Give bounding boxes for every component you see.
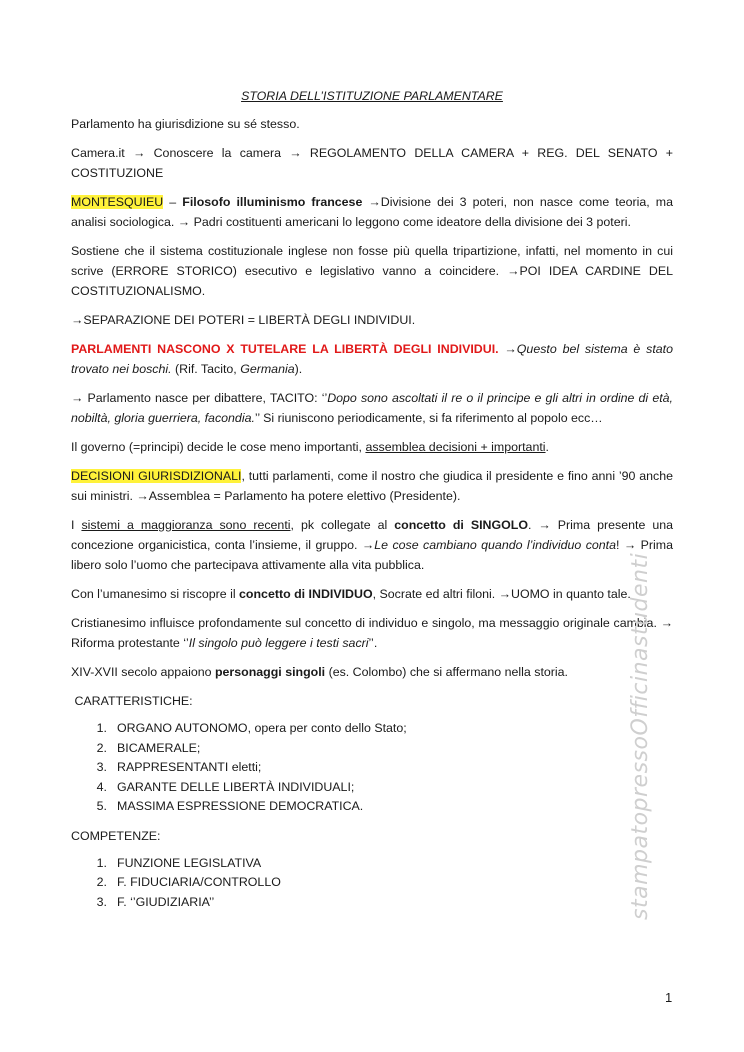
underlined-text: sistemi a maggioranza sono recenti (81, 518, 291, 532)
paragraph: DECISIONI GIURISDIZIONALI, tutti parlamenti, come il nostro che giudica il presidente e fino anni ’90 anche sui ministri. →Assemblea = Parlamento ha potere elettivo (Presidente). (71, 469, 673, 503)
highlight-text: DECISIONI GIURISDIZIONALI (71, 469, 242, 483)
paragraph: PARLAMENTI NASCONO X TUTELARE LA LIBERTÀ DEGLI INDIVIDUI. →Questo bel sistema è stato trovato nei boschi. (Rif. Tacito, Germania). (71, 342, 673, 376)
list-item: 2. BICAMERALE; (96, 740, 201, 755)
red-bold-text: PARLAMENTI NASCONO X TUTELARE LA LIBERTÀ DEGLI INDIVIDUI. (71, 342, 499, 356)
page-number: 1 (665, 990, 673, 1005)
list-item: 1. ORGANO AUTONOMO, opera per conto dello Stato; (96, 721, 407, 735)
bold-text: Filosofo illuminismo francese (182, 195, 363, 209)
page-title: STORIA DELL’ISTITUZIONE PARLAMENTARE (241, 89, 503, 103)
list-item: 4. GARANTE DELLE LIBERTÀ INDIVIDUALI; (96, 779, 355, 794)
paragraph: Sostiene che il sistema costituzionale inglese non fosse più quella tripartizione, infatti, nel momento in cui scrive (ERRORE STORICO) esecutivo e legislativo vanno a coincidere. →POI IDEA CARDINE DEL COSTITUZIONALISMO. (71, 244, 673, 298)
paragraph: Parlamento ha giurisdizione su sé stesso. (71, 117, 300, 131)
caratteristiche-heading: CARATTERISTICHE: (71, 694, 193, 708)
list-item: 1. FUNZIONE LEGISLATIVA (96, 855, 262, 870)
paragraph: MONTESQUIEU – Filosofo illuminismo francese →Divisione dei 3 poteri, non nasce come teoria, ma analisi sociologica. → Padri costituenti americani lo leggono come ideatore della divisione dei 3 poteri. (71, 195, 673, 229)
paragraph: Il governo (=principi) decide le cose meno importanti, assemblea decisioni + importanti. (71, 440, 549, 454)
competenze-heading: COMPETENZE: (71, 828, 161, 843)
list-item: 5. MASSIMA ESPRESSIONE DEMOCRATICA. (96, 799, 364, 813)
list-item: 2. F. FIDUCIARIA/CONTROLLO (96, 875, 281, 889)
paragraph: I sistemi a maggioranza sono recenti, pk collegate al concetto di SINGOLO. → Prima presente una concezione organicistica, conta l’insieme, il gruppo. →Le cose cambiano quando l’individuo conta! → Prima libero solo l’uomo che partecipava attivamente alla vita pubblica. (71, 518, 674, 572)
caratteristiche-list (71, 719, 673, 817)
list-item: 3. F. ‘’GIUDIZIARIA’’ (96, 894, 215, 909)
paragraph: Cristianesimo influisce profondamente sul concetto di individuo e singolo, ma messaggio originale cambia. → Riforma protestante ‘’Il singolo può leggere i testi sacri’’. (71, 616, 673, 650)
paragraph: XIV-XVII secolo appaiono personaggi singoli (es. Colombo) che si affermano nella storia. (71, 665, 569, 679)
document-body (71, 84, 673, 921)
competenze-list (71, 854, 673, 913)
paragraph: →SEPARAZIONE DEI POTERI = LIBERTÀ DEGLI INDIVIDUI. (71, 313, 416, 327)
paragraph: Con l’umanesimo si riscopre il concetto di INDIVIDUO, Socrate ed altri filoni. →UOMO in quanto tale. (71, 587, 631, 601)
highlight-text: MONTESQUIEU (71, 195, 164, 209)
paragraph: Camera.it → Conoscere la camera → REGOLAMENTO DELLA CAMERA + REG. DEL SENATO + COSTITUZIONE (71, 146, 673, 180)
list-item: 3. RAPPRESENTANTI eletti; (96, 760, 262, 774)
watermark: stampatopressoOfficinastudenti (628, 552, 653, 920)
paragraph: → Parlamento nasce per dibattere, TACITO: ‘’Dopo sono ascoltati il re o il principe e gli altri in ordine di età, nobiltà, gloria guerriera, facondia.’’ Si riuniscono periodicamente, si fa riferimento al popolo ecc… (71, 391, 673, 425)
underlined-text: assemblea decisioni + importanti (365, 440, 546, 454)
